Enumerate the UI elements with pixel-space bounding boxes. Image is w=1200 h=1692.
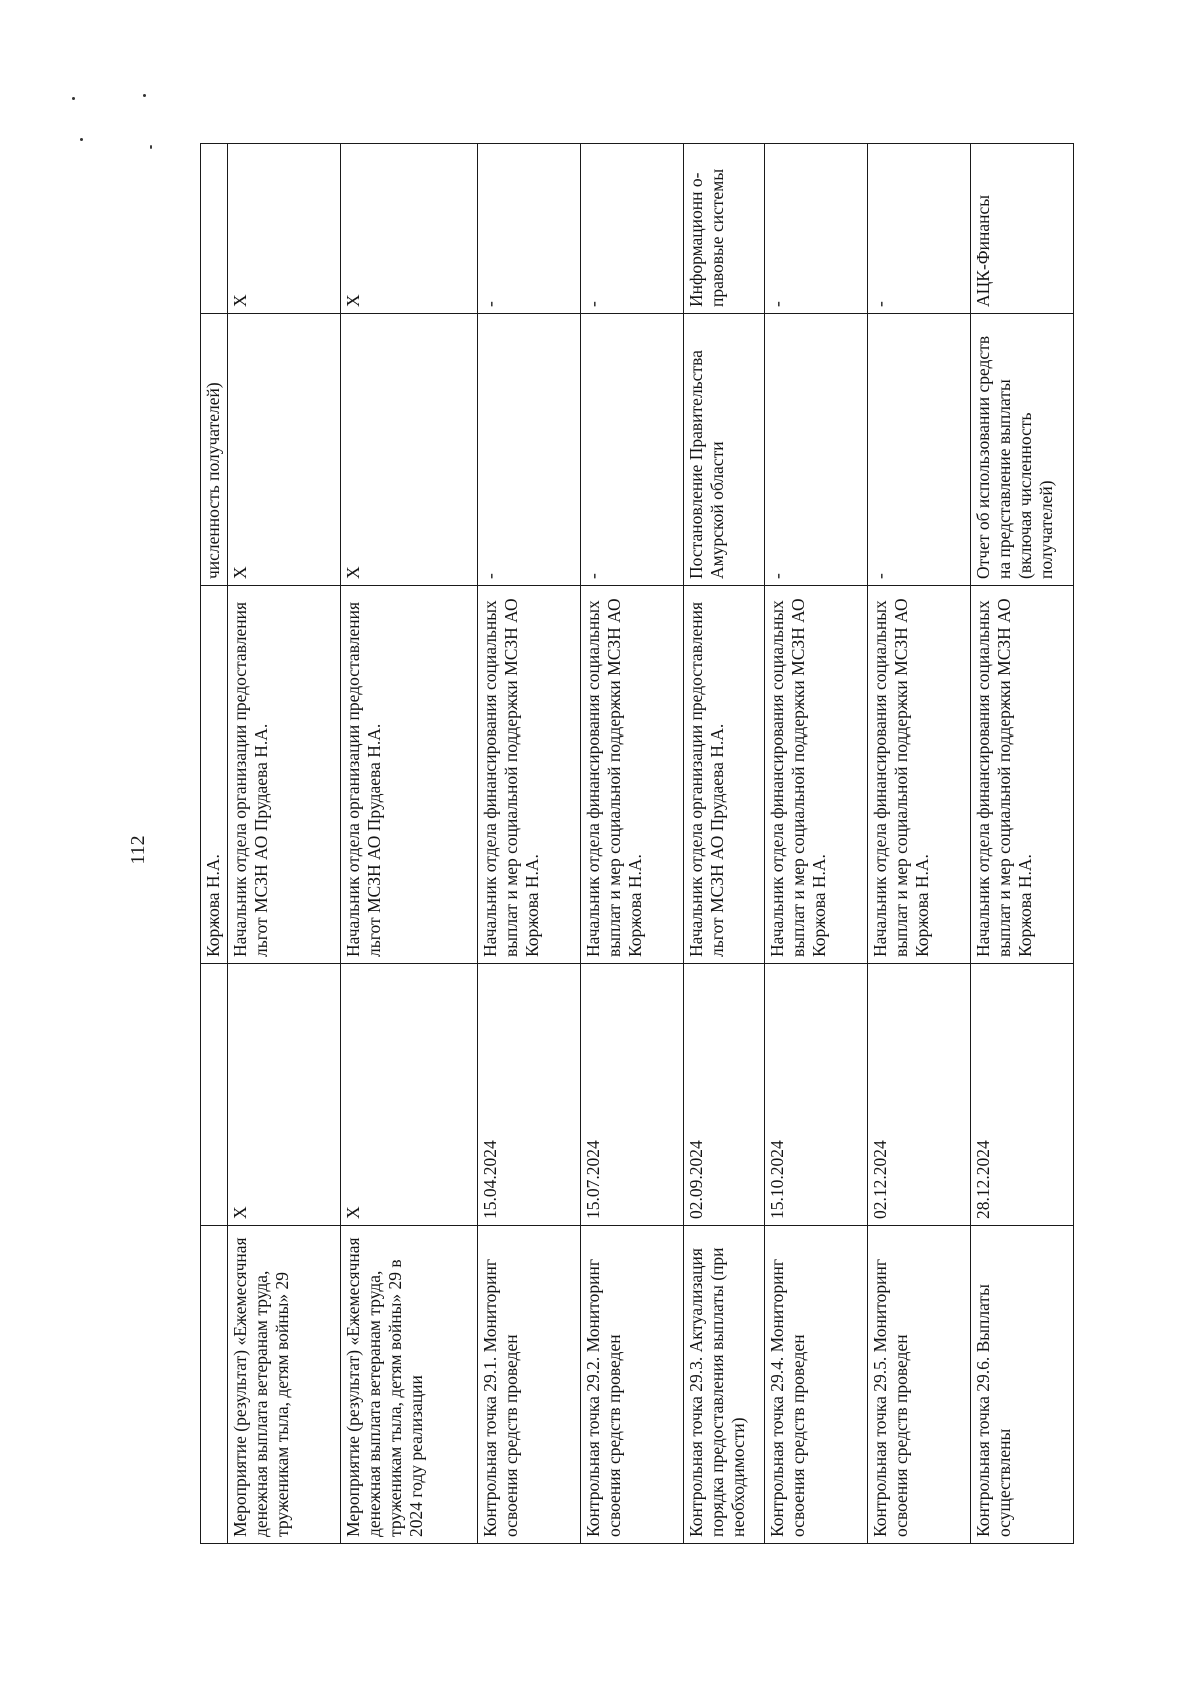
- event-cell: Контрольная точка 29.4. Мониторинг освоения средств проведен: [765, 1226, 868, 1544]
- system-cell: X: [228, 144, 341, 314]
- document-cell: Отчет об использовании средств на представление выплаты (включая численность получателей): [971, 314, 1074, 586]
- responsible-cell: Начальник отдела финансирования социальных выплат и мер социальной поддержки МСЗН АО Коржова Н.А.: [765, 586, 868, 964]
- event-cell: Контрольная точка 29.6. Выплаты осуществлены: [971, 1226, 1074, 1544]
- responsible-cell: Начальник отдела финансирования социальных выплат и мер социальной поддержки МСЗН АО Коржова Н.А.: [581, 586, 684, 964]
- table-row: [478, 144, 581, 1544]
- continuation-table: [200, 143, 1074, 1544]
- table-row: [228, 144, 341, 1544]
- document-cell: -: [868, 314, 971, 586]
- document-cell: X: [228, 314, 341, 586]
- system-cell: Информационн о-правовые системы: [684, 144, 765, 314]
- table-row: [765, 144, 868, 1544]
- document-cell: Постановление Правительства Амурской области: [684, 314, 765, 586]
- date-cell: 28.12.2024: [971, 964, 1074, 1226]
- event-cell: Мероприятие (результат) «Ежемесячная денежная выплата ветеранам труда, труженикам тыла, детям войны» 29: [228, 1226, 341, 1544]
- table-row: [201, 144, 228, 1544]
- date-cell: 02.12.2024: [868, 964, 971, 1226]
- scan-speck: [143, 94, 146, 97]
- table-row: [341, 144, 478, 1544]
- date-cell: X: [341, 964, 478, 1226]
- table-row: [868, 144, 971, 1544]
- event-cell: Контрольная точка 29.1. Мониторинг освоения средств проведен: [478, 1226, 581, 1544]
- document-cell: -: [765, 314, 868, 586]
- date-cell: 02.09.2024: [684, 964, 765, 1226]
- responsible-cell: Начальник отдела финансирования социальных выплат и мер социальной поддержки МСЗН АО Коржова Н.А.: [478, 586, 581, 964]
- scan-speck: [150, 145, 152, 149]
- responsible-cell: Коржова Н.А.: [201, 586, 228, 964]
- table-row: [581, 144, 684, 1544]
- date-cell: 15.07.2024: [581, 964, 684, 1226]
- scan-speck: [72, 97, 75, 100]
- table-row: [684, 144, 765, 1544]
- document-cell: -: [478, 314, 581, 586]
- scan-speck: [80, 138, 83, 141]
- document-cell: -: [581, 314, 684, 586]
- event-cell: [201, 1226, 228, 1544]
- date-cell: 15.10.2024: [765, 964, 868, 1226]
- responsible-cell: Начальник отдела организации предоставления льгот МСЗН АО Прудаева Н.А.: [228, 586, 341, 964]
- document-cell: численность получателей): [201, 314, 228, 586]
- responsible-cell: Начальник отдела финансирования социальных выплат и мер социальной поддержки МСЗН АО Коржова Н.А.: [971, 586, 1074, 964]
- date-cell: [201, 964, 228, 1226]
- system-cell: -: [765, 144, 868, 314]
- system-cell: -: [478, 144, 581, 314]
- page-number: 112: [127, 835, 149, 865]
- system-cell: X: [341, 144, 478, 314]
- system-cell: [201, 144, 228, 314]
- document-cell: X: [341, 314, 478, 586]
- date-cell: X: [228, 964, 341, 1226]
- system-cell: АЦК-Финансы: [971, 144, 1074, 314]
- table-row: [971, 144, 1074, 1544]
- system-cell: -: [581, 144, 684, 314]
- event-cell: Контрольная точка 29.2. Мониторинг освоения средств проведен: [581, 1226, 684, 1544]
- event-cell: Контрольная точка 29.5. Мониторинг освоения средств проведен: [868, 1226, 971, 1544]
- event-cell: Контрольная точка 29.3. Актуализация порядка предоставления выплаты (при необходимости): [684, 1226, 765, 1544]
- responsible-cell: Начальник отдела организации предоставления льгот МСЗН АО Прудаева Н.А.: [684, 586, 765, 964]
- responsible-cell: Начальник отдела организации предоставления льгот МСЗН АО Прудаева Н.А.: [341, 586, 478, 964]
- responsible-cell: Начальник отдела финансирования социальных выплат и мер социальной поддержки МСЗН АО Коржова Н.А.: [868, 586, 971, 964]
- event-cell: Мероприятие (результат) «Ежемесячная денежная выплата ветеранам труда, труженикам тыла, детям войны» 29 в 2024 году реализации: [341, 1226, 478, 1544]
- system-cell: -: [868, 144, 971, 314]
- rotated-table-container: [200, 144, 1130, 1544]
- table-body: [201, 144, 1074, 1544]
- date-cell: 15.04.2024: [478, 964, 581, 1226]
